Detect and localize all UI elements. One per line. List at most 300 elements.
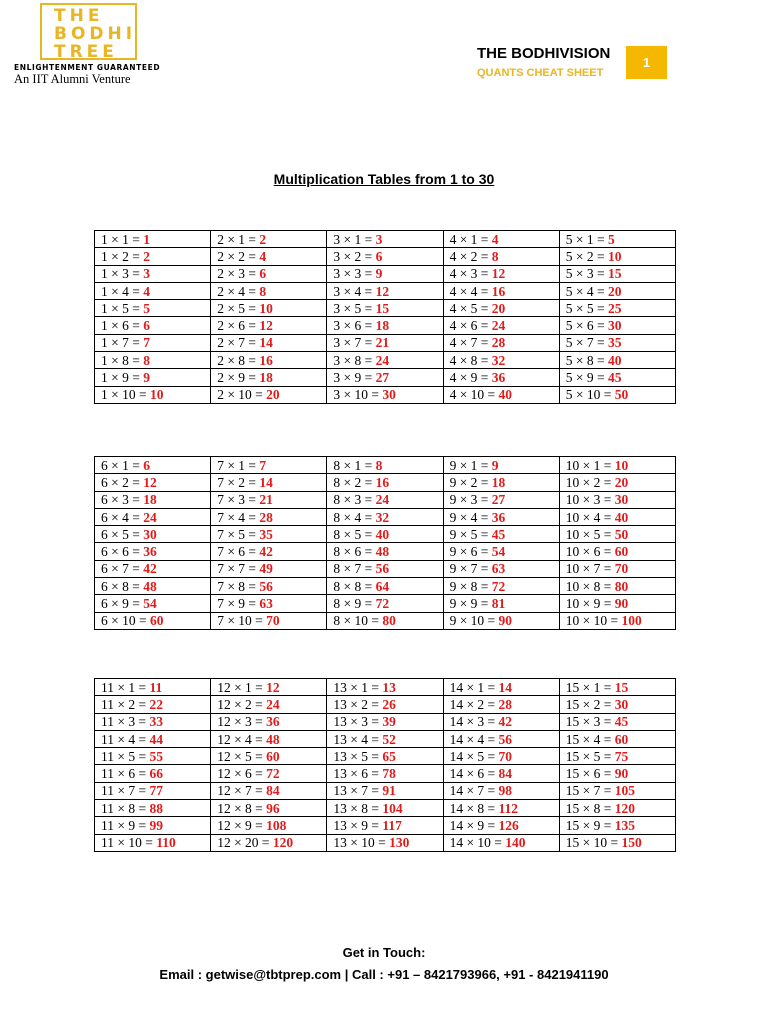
table-cell xyxy=(211,543,327,560)
product-value: 100 xyxy=(621,613,642,629)
table-cell xyxy=(211,369,327,386)
table-cell xyxy=(211,317,327,334)
table-cell xyxy=(327,491,443,508)
equation-text: 4 × 10 = xyxy=(449,387,499,403)
equation-text: 1 × 6 = xyxy=(101,318,144,334)
equation-text: 9 × 7 = xyxy=(449,561,492,577)
table-cell xyxy=(443,713,559,730)
table-cell xyxy=(559,560,675,577)
table-cell xyxy=(559,369,675,386)
equation-text: 4 × 5 = xyxy=(449,300,492,316)
table-row xyxy=(95,713,676,730)
product-value: 22 xyxy=(149,696,163,712)
equation-text: 1 × 7 = xyxy=(101,335,144,351)
table-cell xyxy=(443,730,559,747)
product-value: 120 xyxy=(614,800,635,816)
product-value: 108 xyxy=(266,818,287,834)
equation-text: 11 × 5 = xyxy=(101,748,150,764)
table-cell xyxy=(559,352,675,369)
product-value: 40 xyxy=(607,352,622,368)
table-cell xyxy=(559,491,675,508)
table-row xyxy=(95,282,676,299)
table-cell xyxy=(327,595,443,612)
product-value: 20 xyxy=(266,387,280,403)
product-value: 28 xyxy=(498,696,513,712)
equation-text: 11 × 7 = xyxy=(101,783,150,799)
table-cell xyxy=(95,782,211,799)
product-value: 5 xyxy=(143,300,150,316)
product-value: 42 xyxy=(498,714,513,730)
product-value: 4 xyxy=(491,231,499,247)
table-row xyxy=(95,834,676,851)
product-value: 36 xyxy=(491,370,506,386)
equation-text: 8 × 8 = xyxy=(333,578,376,594)
product-value: 8 xyxy=(143,352,150,368)
product-value: 11 xyxy=(149,679,163,695)
table-cell xyxy=(559,457,675,474)
table-row xyxy=(95,679,676,696)
equation-text: 15 × 2 = xyxy=(565,696,615,712)
product-value: 80 xyxy=(382,613,396,629)
equation-text: 13 × 6 = xyxy=(333,766,383,782)
table-cell xyxy=(211,800,327,817)
table-row xyxy=(95,386,676,403)
product-value: 10 xyxy=(614,457,629,473)
table-row xyxy=(95,491,676,508)
product-value: 56 xyxy=(259,578,273,594)
equation-text: 10 × 2 = xyxy=(565,474,615,490)
table-cell xyxy=(211,696,327,713)
product-value: 39 xyxy=(382,714,396,730)
equation-text: 15 × 10 = xyxy=(565,835,622,851)
product-value: 135 xyxy=(614,818,635,834)
table-cell xyxy=(211,834,327,851)
product-value: 60 xyxy=(614,731,629,747)
equation-text: 9 × 1 = xyxy=(449,457,492,473)
product-value: 15 xyxy=(607,266,622,282)
table-cell xyxy=(211,730,327,747)
product-value: 15 xyxy=(375,300,390,316)
equation-text: 7 × 1 = xyxy=(217,457,260,473)
equation-text: 7 × 6 = xyxy=(217,544,260,560)
equation-text: 6 × 9 = xyxy=(101,596,144,612)
table-cell xyxy=(559,386,675,403)
product-value: 78 xyxy=(382,766,396,782)
equation-text: 13 × 8 = xyxy=(333,800,383,816)
equation-text: 2 × 6 = xyxy=(217,318,260,334)
equation-text: 4 × 2 = xyxy=(449,248,492,264)
product-value: 14 xyxy=(259,335,273,351)
table-cell xyxy=(443,782,559,799)
table-cell xyxy=(559,248,675,265)
table-cell xyxy=(327,730,443,747)
equation-text: 6 × 10 = xyxy=(101,613,150,629)
equation-text: 2 × 4 = xyxy=(217,283,260,299)
equation-text: 11 × 3 = xyxy=(101,714,150,730)
table-cell xyxy=(327,817,443,834)
product-value: 28 xyxy=(491,335,506,351)
table-cell xyxy=(95,231,211,248)
equation-text: 11 × 1 = xyxy=(101,679,150,695)
table-cell xyxy=(95,679,211,696)
table-cell xyxy=(443,679,559,696)
table-row xyxy=(95,248,676,265)
table-cell xyxy=(211,679,327,696)
equation-text: 3 × 4 = xyxy=(333,283,376,299)
logo-frame xyxy=(40,3,137,60)
equation-text: 7 × 10 = xyxy=(217,613,267,629)
equation-text: 5 × 5 = xyxy=(565,300,608,316)
product-value: 3 xyxy=(375,231,383,247)
equation-text: 12 × 7 = xyxy=(217,783,267,799)
table-cell xyxy=(211,817,327,834)
table-cell xyxy=(211,748,327,765)
table-cell xyxy=(327,282,443,299)
table-row xyxy=(95,265,676,282)
table-row xyxy=(95,696,676,713)
table-cell xyxy=(559,282,675,299)
product-value: 6 xyxy=(259,266,267,282)
equation-text: 11 × 4 = xyxy=(101,731,150,747)
product-value: 70 xyxy=(614,561,629,577)
product-value: 66 xyxy=(149,766,163,782)
product-value: 96 xyxy=(266,800,280,816)
product-value: 6 xyxy=(143,318,150,334)
equation-text: 11 × 9 = xyxy=(101,818,150,834)
product-value: 7 xyxy=(143,335,150,351)
product-value: 24 xyxy=(143,509,157,525)
table-row xyxy=(95,352,676,369)
table-cell xyxy=(327,560,443,577)
table-cell xyxy=(211,265,327,282)
product-value: 80 xyxy=(614,578,629,594)
equation-text: 15 × 3 = xyxy=(565,714,615,730)
product-value: 24 xyxy=(266,696,280,712)
product-value: 130 xyxy=(389,835,410,851)
product-value: 90 xyxy=(498,613,513,629)
table-cell xyxy=(327,248,443,265)
logo-line-3: TREE xyxy=(54,42,118,62)
equation-text: 14 × 3 = xyxy=(449,714,499,730)
equation-text: 4 × 7 = xyxy=(449,335,492,351)
footer xyxy=(0,945,768,982)
table-cell xyxy=(95,248,211,265)
product-value: 12 xyxy=(259,318,273,334)
equation-text: 2 × 2 = xyxy=(217,248,260,264)
table-row xyxy=(95,231,676,248)
equation-text: 9 × 5 = xyxy=(449,526,492,542)
equation-text: 1 × 8 = xyxy=(101,352,144,368)
table-cell xyxy=(95,282,211,299)
table-cell xyxy=(443,543,559,560)
equation-text: 8 × 6 = xyxy=(333,544,376,560)
product-value: 40 xyxy=(375,526,390,542)
table-row xyxy=(95,730,676,747)
table-cell xyxy=(95,800,211,817)
product-value: 4 xyxy=(143,283,150,299)
product-value: 117 xyxy=(382,818,402,834)
table-cell xyxy=(443,560,559,577)
equation-text: 8 × 3 = xyxy=(333,492,376,508)
equation-text: 3 × 5 = xyxy=(333,300,376,316)
product-value: 40 xyxy=(614,509,629,525)
footer-title: Get in Touch: xyxy=(342,945,426,960)
table-cell xyxy=(443,491,559,508)
equation-text: 7 × 8 = xyxy=(217,578,260,594)
table-cell xyxy=(211,457,327,474)
table-cell xyxy=(443,334,559,351)
equation-text: 10 × 7 = xyxy=(565,561,615,577)
table-cell xyxy=(559,300,675,317)
equation-text: 5 × 10 = xyxy=(565,387,615,403)
equation-text: 4 × 6 = xyxy=(449,318,492,334)
equation-text: 8 × 10 = xyxy=(333,613,383,629)
equation-text: 4 × 8 = xyxy=(449,352,492,368)
equation-text: 10 × 9 = xyxy=(565,596,615,612)
table-cell xyxy=(95,300,211,317)
table-cell xyxy=(443,300,559,317)
page-number-badge: 1 xyxy=(626,46,667,79)
table-row xyxy=(95,543,676,560)
table-cell xyxy=(327,352,443,369)
equation-text: 8 × 2 = xyxy=(333,474,376,490)
product-value: 9 xyxy=(491,457,499,473)
product-value: 63 xyxy=(491,561,506,577)
table-cell xyxy=(559,231,675,248)
table-cell xyxy=(559,595,675,612)
product-value: 12 xyxy=(491,266,506,282)
product-value: 72 xyxy=(491,578,506,594)
table-cell xyxy=(443,474,559,491)
table-cell xyxy=(559,526,675,543)
table-cell xyxy=(327,231,443,248)
product-value: 56 xyxy=(375,561,390,577)
product-value: 24 xyxy=(375,352,390,368)
table-cell xyxy=(95,730,211,747)
equation-text: 7 × 4 = xyxy=(217,509,260,525)
table-cell xyxy=(559,317,675,334)
table-cell xyxy=(95,612,211,629)
equation-text: 6 × 7 = xyxy=(101,561,144,577)
equation-text: 4 × 3 = xyxy=(449,266,492,282)
table-cell xyxy=(443,526,559,543)
equation-text: 12 × 20 = xyxy=(217,835,273,851)
product-value: 18 xyxy=(375,318,390,334)
product-value: 140 xyxy=(505,835,526,851)
brand-title: THE BODHIVISION xyxy=(477,45,611,62)
product-value: 36 xyxy=(491,509,506,525)
table-row xyxy=(95,595,676,612)
table-cell xyxy=(327,834,443,851)
product-value: 77 xyxy=(149,783,163,799)
product-value: 60 xyxy=(266,748,280,764)
product-value: 49 xyxy=(259,561,273,577)
table-row xyxy=(95,748,676,765)
equation-text: 10 × 3 = xyxy=(565,492,615,508)
product-value: 45 xyxy=(607,370,622,386)
product-value: 27 xyxy=(491,492,506,508)
product-value: 70 xyxy=(266,613,280,629)
product-value: 44 xyxy=(149,731,163,747)
equation-text: 5 × 6 = xyxy=(565,318,608,334)
product-value: 54 xyxy=(491,544,506,560)
equation-text: 12 × 9 = xyxy=(217,818,267,834)
equation-text: 1 × 1 = xyxy=(101,231,144,247)
equation-text: 1 × 3 = xyxy=(101,266,144,282)
table-cell xyxy=(327,300,443,317)
equation-text: 5 × 3 = xyxy=(565,266,608,282)
table-cell xyxy=(443,352,559,369)
product-value: 45 xyxy=(491,526,506,542)
table-cell xyxy=(95,386,211,403)
product-value: 2 xyxy=(143,248,150,264)
equation-text: 15 × 4 = xyxy=(565,731,615,747)
equation-text: 10 × 1 = xyxy=(565,457,615,473)
product-value: 18 xyxy=(491,474,506,490)
equation-text: 14 × 8 = xyxy=(449,800,499,816)
equation-text: 10 × 6 = xyxy=(565,544,615,560)
table-cell xyxy=(327,713,443,730)
equation-text: 8 × 7 = xyxy=(333,561,376,577)
table-cell xyxy=(327,782,443,799)
table-cell xyxy=(559,800,675,817)
equation-text: 11 × 2 = xyxy=(101,696,150,712)
table-cell xyxy=(559,334,675,351)
equation-text: 5 × 8 = xyxy=(565,352,608,368)
equation-text: 3 × 7 = xyxy=(333,335,376,351)
equation-text: 3 × 10 = xyxy=(333,387,383,403)
product-value: 33 xyxy=(149,714,163,730)
equation-text: 14 × 10 = xyxy=(449,835,506,851)
product-value: 48 xyxy=(143,578,157,594)
table-cell xyxy=(327,265,443,282)
table-row xyxy=(95,560,676,577)
product-value: 55 xyxy=(149,748,163,764)
table-cell xyxy=(559,834,675,851)
table-cell xyxy=(211,334,327,351)
table-cell xyxy=(327,317,443,334)
table-cell xyxy=(211,612,327,629)
table-cell xyxy=(327,508,443,525)
table-cell xyxy=(443,265,559,282)
product-value: 60 xyxy=(149,613,164,629)
table-cell xyxy=(211,782,327,799)
table-cell xyxy=(211,560,327,577)
logo-tagline: ENLIGHTENMENT GUARANTEED xyxy=(14,63,161,72)
product-value: 6 xyxy=(375,248,383,264)
equation-text: 5 × 1 = xyxy=(565,231,608,247)
equation-text: 9 × 2 = xyxy=(449,474,492,490)
table-row xyxy=(95,334,676,351)
product-value: 81 xyxy=(491,596,506,612)
product-value: 10 xyxy=(607,248,622,264)
table-cell xyxy=(443,386,559,403)
product-value: 20 xyxy=(607,283,622,299)
equation-text: 10 × 8 = xyxy=(565,578,615,594)
product-value: 45 xyxy=(614,714,629,730)
equation-text: 9 × 9 = xyxy=(449,596,492,612)
equation-text: 15 × 7 = xyxy=(565,783,615,799)
product-value: 90 xyxy=(614,766,629,782)
table-cell xyxy=(95,748,211,765)
table-row xyxy=(95,578,676,595)
product-value: 110 xyxy=(156,835,176,851)
product-value: 36 xyxy=(143,544,157,560)
table-cell xyxy=(211,231,327,248)
product-value: 6 xyxy=(143,457,150,473)
equation-text: 13 × 4 = xyxy=(333,731,383,747)
product-value: 72 xyxy=(375,596,390,612)
table-cell xyxy=(559,765,675,782)
equation-text: 6 × 3 = xyxy=(101,492,144,508)
product-value: 14 xyxy=(498,679,513,695)
table-cell xyxy=(443,595,559,612)
table-cell xyxy=(327,612,443,629)
table-cell xyxy=(95,265,211,282)
table-row xyxy=(95,474,676,491)
equation-text: 6 × 8 = xyxy=(101,578,144,594)
table-cell xyxy=(327,386,443,403)
table-cell xyxy=(559,543,675,560)
equation-text: 5 × 7 = xyxy=(565,335,608,351)
table-row xyxy=(95,817,676,834)
multiplication-table-11-15 xyxy=(94,678,676,852)
product-value: 10 xyxy=(259,300,273,316)
table-cell xyxy=(559,265,675,282)
product-value: 90 xyxy=(614,596,629,612)
equation-text: 10 × 5 = xyxy=(565,526,615,542)
equation-text: 12 × 6 = xyxy=(217,766,267,782)
table-cell xyxy=(211,526,327,543)
table-cell xyxy=(95,457,211,474)
table-cell xyxy=(443,457,559,474)
equation-text: 3 × 1 = xyxy=(333,231,376,247)
product-value: 8 xyxy=(375,457,383,473)
product-value: 42 xyxy=(143,561,157,577)
product-value: 50 xyxy=(614,526,629,542)
equation-text: 12 × 8 = xyxy=(217,800,267,816)
equation-text: 7 × 3 = xyxy=(217,492,260,508)
table-cell xyxy=(327,578,443,595)
product-value: 9 xyxy=(143,370,150,386)
table-cell xyxy=(443,748,559,765)
equation-text: 13 × 9 = xyxy=(333,818,383,834)
table-cell xyxy=(327,543,443,560)
equation-text: 14 × 4 = xyxy=(449,731,499,747)
equation-text: 8 × 1 = xyxy=(333,457,376,473)
equation-text: 9 × 8 = xyxy=(449,578,492,594)
product-value: 20 xyxy=(614,474,629,490)
table-cell xyxy=(95,696,211,713)
multiplication-table-6-10 xyxy=(94,456,676,630)
table-cell xyxy=(443,231,559,248)
equation-text: 12 × 2 = xyxy=(217,696,267,712)
table-cell xyxy=(95,595,211,612)
table-cell xyxy=(211,765,327,782)
equation-text: 6 × 1 = xyxy=(101,457,144,473)
table-cell xyxy=(443,282,559,299)
equation-text: 14 × 2 = xyxy=(449,696,499,712)
product-value: 32 xyxy=(375,509,390,525)
table-cell xyxy=(95,474,211,491)
equation-text: 9 × 6 = xyxy=(449,544,492,560)
equation-text: 3 × 8 = xyxy=(333,352,376,368)
equation-text: 13 × 7 = xyxy=(333,783,383,799)
table-cell xyxy=(327,334,443,351)
product-value: 54 xyxy=(143,596,157,612)
table-row xyxy=(95,317,676,334)
table-cell xyxy=(327,748,443,765)
